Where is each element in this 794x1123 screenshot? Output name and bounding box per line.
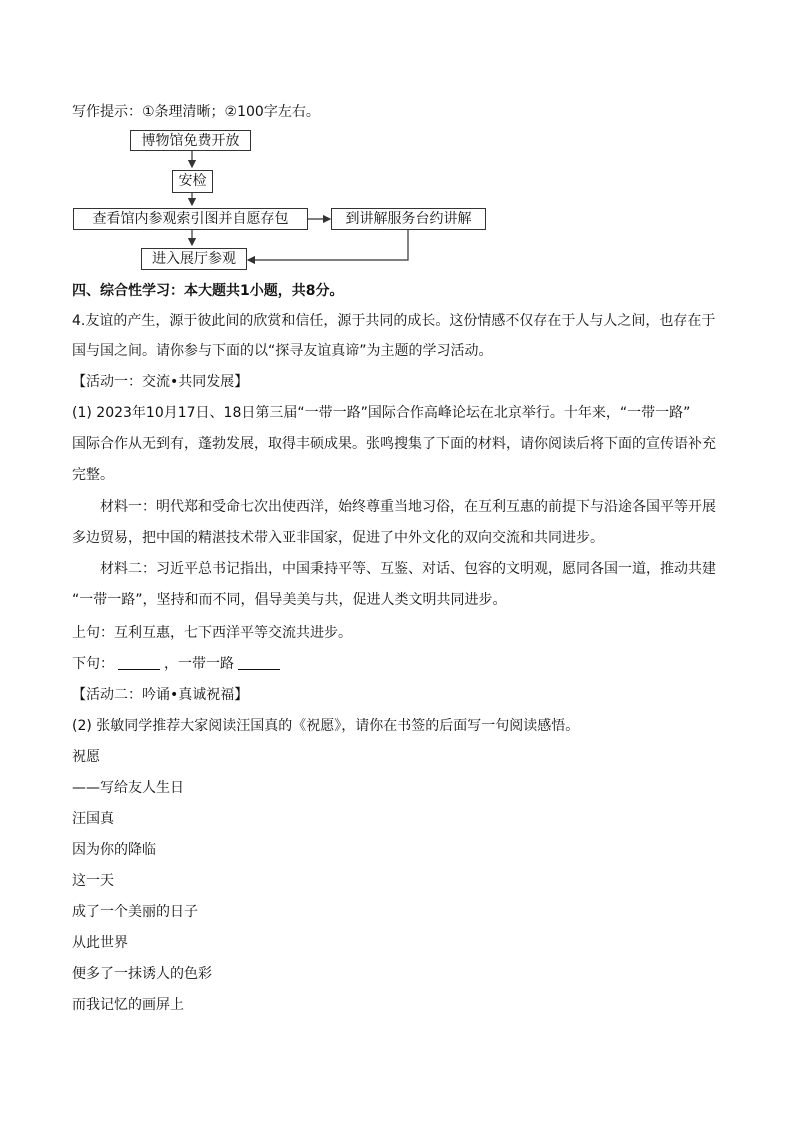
poem-line: 因为你的降临 [72, 842, 156, 858]
q1-line2: 国际合作从无到有，蓬勃发展，取得丰硕成果。张鸣搜集了下面的材料，请你阅读后将下面的宣传语补充 [72, 436, 716, 452]
material2-line1: 材料二：习近平总书记指出，中国秉持平等、互鉴、对话、包容的文明观，愿同各国一道，推动共建 [100, 561, 716, 577]
activity2-title: 【活动二：吟诵•真诚祝福】 [72, 687, 249, 703]
material1-line2: 多边贸易，把中国的精湛技术带入亚非国家，促进了中外文化的双向交流和共同进步。 [72, 530, 604, 546]
answer-blank-2[interactable] [238, 655, 280, 670]
flow-step-security: 安检 [172, 170, 213, 193]
lower-prefix: 下句： [72, 656, 114, 672]
poem-line: 便多了一抹诱人的色彩 [72, 966, 212, 982]
lower-middle: ，一带一路 [164, 656, 234, 672]
flowchart-arrows [0, 0, 794, 300]
poem-title: 祝愿 [72, 749, 100, 765]
arrow-4-to-5 [248, 230, 408, 260]
q2-line1: (2) 张敏同学推荐大家阅读汪国真的《祝愿》，请你在书签的后面写一句阅读感悟。 [72, 718, 580, 734]
section-heading: 四、综合性学习：本大题共1小题，共8分。 [72, 283, 344, 299]
material1-line1: 材料一：明代郑和受命七次出使西洋，始终尊重当地习俗，在互利互惠的前提下与沿途各国平等开展 [100, 499, 716, 515]
flow-step-open: 博物馆免费开放 [130, 130, 251, 151]
lower-couplet [72, 654, 284, 674]
flow-step-enter: 进入展厅参观 [141, 248, 247, 270]
q4-intro-line2: 国与国之间。请你参与下面的以“探寻友谊真谛”为主题的学习活动。 [72, 343, 493, 359]
activity1-title: 【活动一：交流•共同发展】 [72, 374, 249, 390]
answer-blank-1[interactable] [118, 655, 160, 670]
q1-line1: (1) 2023年10月17日、18日第三届“一带一路”国际合作高峰论坛在北京举行。十年来，“一带一路” [72, 405, 691, 421]
upper-couplet: 上句：互利互惠，七下西洋平等交流共进步。 [72, 625, 352, 641]
flow-step-guide: 到讲解服务台约讲解 [331, 208, 486, 230]
q1-line3: 完整。 [72, 467, 114, 483]
poem-subtitle: ——写给友人生日 [72, 780, 184, 796]
poem-line: 而我记忆的画屏上 [72, 997, 184, 1013]
flow-step-index: 查看馆内参观索引图并自愿存包 [73, 208, 308, 230]
material2-line2: “一带一路”，坚持和而不同，倡导美美与共，促进人类文明共同进步。 [72, 592, 507, 608]
poem-line: 成了一个美丽的日子 [72, 904, 198, 920]
writing-hint: 写作提示：①条理清晰；②100字左右。 [72, 104, 320, 120]
poem-line: 这一天 [72, 873, 114, 889]
q4-intro-line1: 4.友谊的产生，源于彼此间的欣赏和信任，源于共同的成长。这份情感不仅存在于人与人之间，也存在于 [72, 313, 716, 329]
poem-line: 从此世界 [72, 935, 128, 951]
poem-author: 汪国真 [72, 811, 114, 827]
